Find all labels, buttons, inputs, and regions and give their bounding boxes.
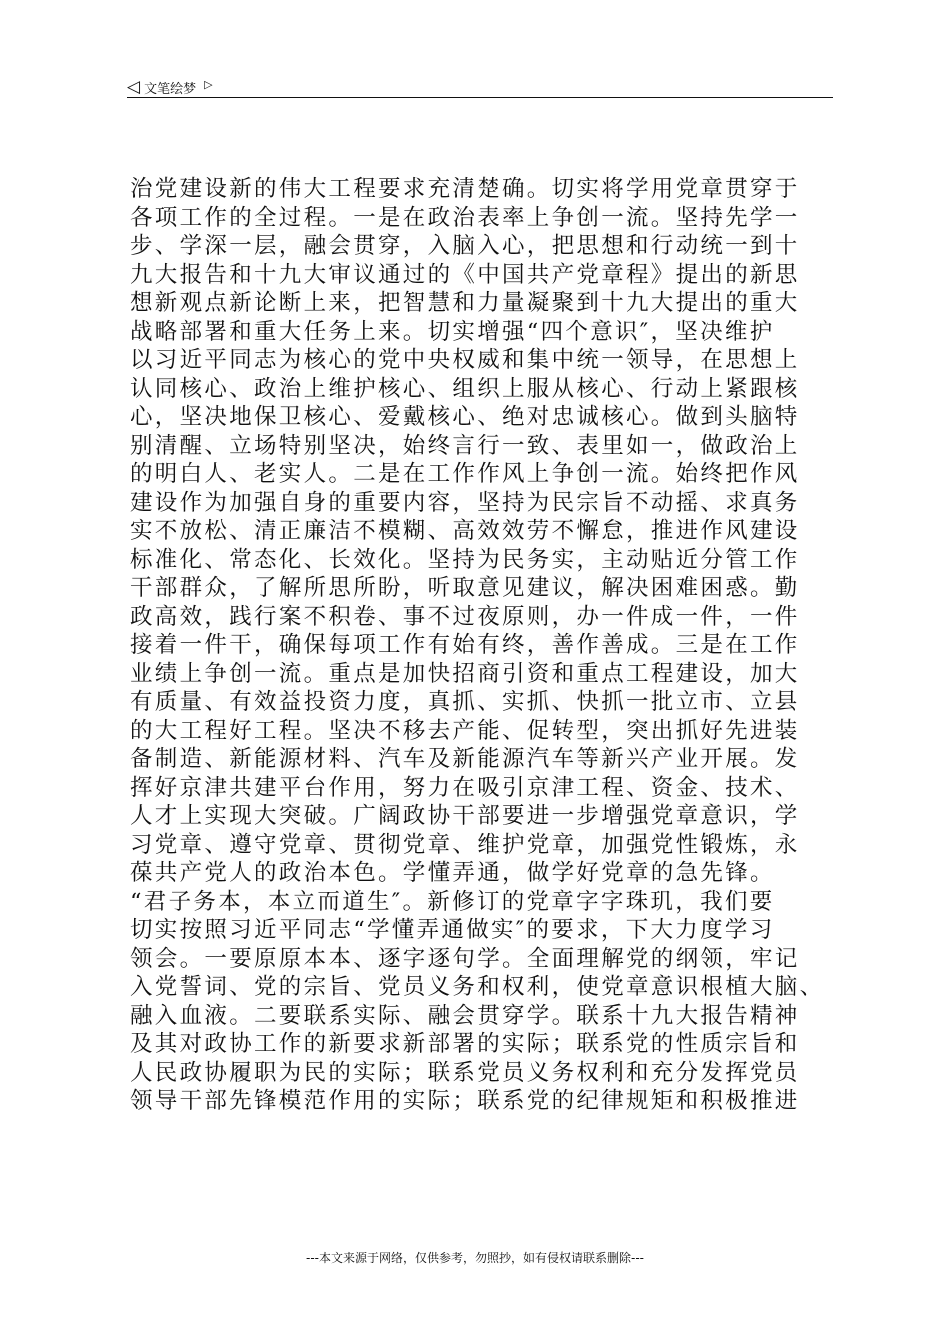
text-line: 切实按照习近平同志“学懂弄通做实″的要求，下大力度学习 [130,917,775,943]
text-line: 政高效，践行案不积卷、事不过夜原则，办一件成一件，一件 [130,603,800,630]
text-line: 的大工程好工程。坚决不移去产能、促转型，突出抓好先进装 [130,717,800,744]
text-line: 别清醒、立场特别坚决，始终言行一致、表里如一，做政治上 [130,432,800,459]
text-line: 领导干部先锋模范作用的实际；联系党的纪律规矩和积极推进 [130,1088,800,1114]
body-text [130,175,835,1116]
text-line: 建设作为加强自身的重要内容，坚持为民宗旨不动摇、求真务 [130,489,800,516]
text-line: 有质量、有效益投资力度，真抓、实抓、快抓一批立市、立县 [130,689,800,715]
text-line: 人才上实现大突破。广阔政协干部要进一步增强党章意识，学 [130,803,800,829]
text-line: 各项工作的全过程。一是在政治表率上争创一流。坚持先学一 [130,204,800,231]
text-line: 人民政协履职为民的实际；联系党员义务权利和充分发挥党员 [130,1059,800,1086]
text-line: 备制造、新能源材料、汽车及新能源汽车等新兴产业开展。发 [130,746,800,772]
text-line: 挥好京津共建平台作用，努力在吸引京津工程、资金、技术、 [130,774,800,801]
text-line: 业绩上争创一流。重点是加快招商引资和重点工程建设，加大 [130,660,800,687]
text-line: 战略部署和重大任务上来。切实增强“四个意识″，坚决维护 [130,318,775,345]
text-line: 葆共产党人的政治本色。学懂弄通，做学好党章的急先锋。 [130,860,775,886]
text-line: 入党誓词、党的宗旨、党员义务和权利，使党章意识根植大脑、 [130,974,825,1000]
text-line: 干部群众，了解所思所盼，听取意见建议，解决困难困惑。勤 [130,575,800,601]
text-line: “君子务本，本立而道生″。新修订的党章字字珠玑，我们要 [130,888,775,915]
text-line: 的明白人、老实人。二是在工作作风上争创一流。始终把作风 [130,461,800,487]
text-line: 领会。一要原原本本、逐字逐句学。全面理解党的纲领，牢记 [130,945,800,972]
text-line: 以习近平同志为核心的党中央权威和集中统一领导，在思想上 [130,347,800,373]
text-line: 步、学深一层，融会贯穿，入脑入心，把思想和行动统一到十 [130,233,800,259]
text-line: 治党建设新的伟大工程要求充清楚确。切实将学用党章贯穿于 [130,176,800,202]
page-header [127,76,833,98]
text-line: 心，坚决地保卫核心、爱戴核心、绝对忠诚核心。做到头脑特 [130,404,800,430]
text-line: 接着一件干，确保每项工作有始有终，善作善成。三是在工作 [130,632,800,658]
header-divider [127,97,833,98]
footer-disclaimer: ---本文来源于网络，仅供参考，勿照抄，如有侵权请联系删除--- [306,1251,644,1265]
text-line: 习党章、遵守党章、贯彻党章、维护党章，加强党性锻炼，永 [130,831,800,858]
text-line: 标准化、常态化、长效化。坚持为民务实，主动贴近分管工作 [130,546,800,573]
triangle-right-icon: ▷ [204,77,213,91]
text-line: 想新观点新论断上来，把智慧和力量凝聚到十九大提出的重大 [130,290,800,316]
text-line: 融入血液。二要联系实际、融会贯穿学。联系十九大报告精神 [130,1002,800,1029]
text-line: 认同核心、政治上维护核心、组织上服从核心、行动上紧跟核 [130,375,800,402]
triangle-left-icon: ◁ [127,76,141,97]
text-line: 九大报告和十九大审议通过的《中国共产党章程》提出的新思 [130,261,800,288]
header-title: 文笔绘梦 [144,81,197,97]
text-line: 实不放松、清正廉洁不模糊、高效效劳不懈怠，推进作风建设 [130,518,800,544]
text-line: 及其对政协工作的新要求新部署的实际；联系党的性质宗旨和 [130,1031,800,1057]
